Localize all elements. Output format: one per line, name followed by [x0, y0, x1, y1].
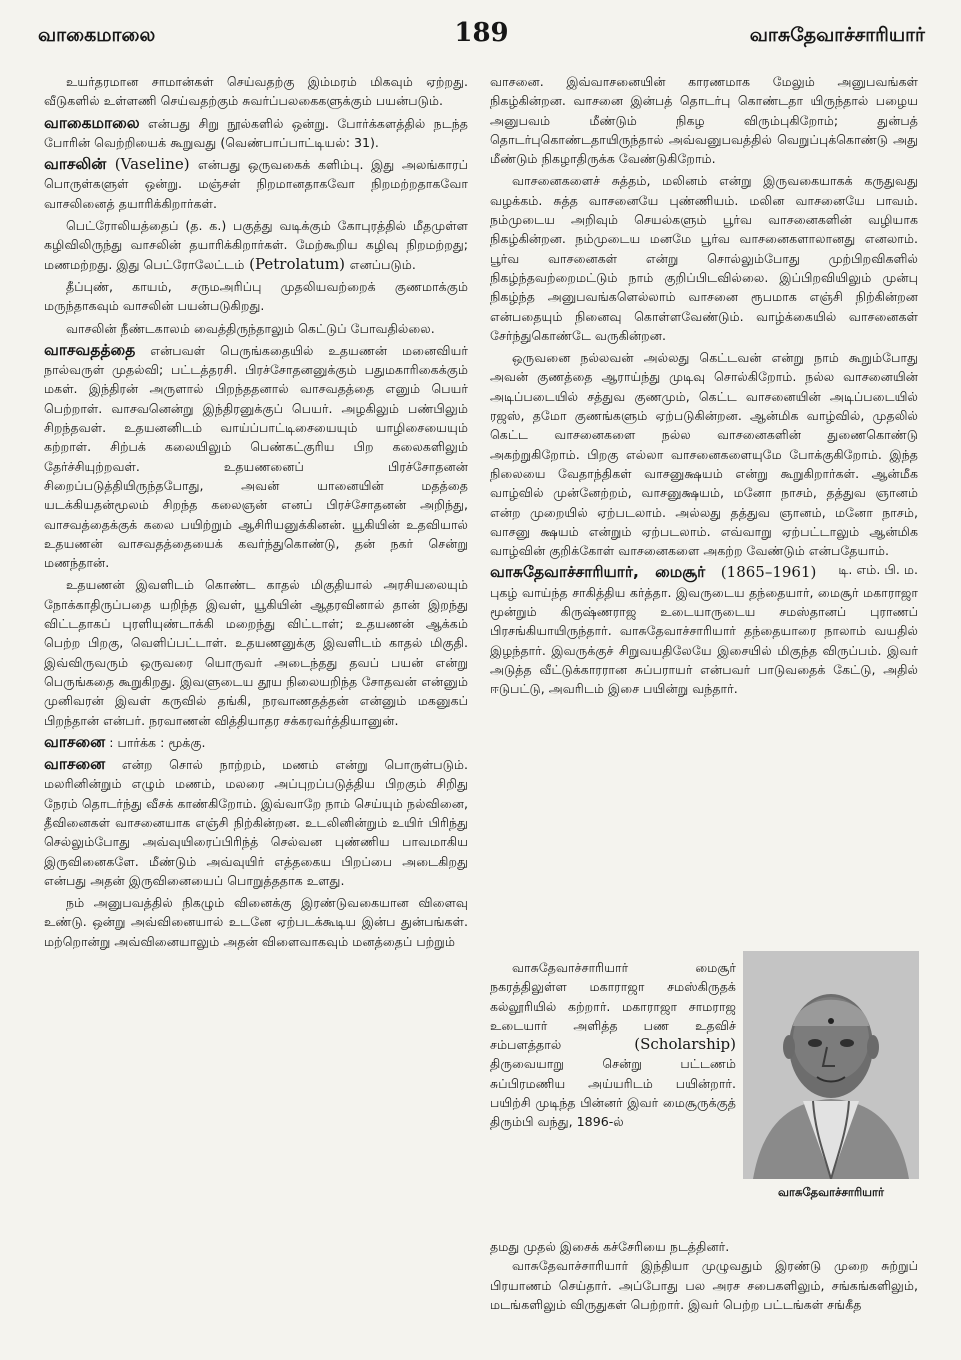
- entry-text: : பார்க்க : மூக்கு.: [105, 734, 206, 750]
- paragraph: தமது முதல் இசைக் கச்சேரியை நடத்தினர்.: [490, 1239, 730, 1254]
- paragraph-text: வாசுதேவாச்சாரியார் மைசூர் நகரத்திலுள்ள மகாராஜா சமஸ்கிருதக் கல்லூரியில் கற்றார். மகாராஜா சாமராஜ உடையார் அளித்த பண உதவிச் சம்பளத்தால்: [490, 960, 736, 1053]
- text-beside-portrait: [490, 958, 736, 1132]
- paragraph-text: எனப்படும்.: [349, 256, 416, 272]
- page-number: 189: [454, 18, 509, 48]
- latin-term: (Vaseline): [106, 155, 199, 174]
- text-below-portrait: [490, 1237, 918, 1314]
- paragraph: வாசலின் நீண்டகாலம் வைத்திருந்தாலும் கெட்டுப் போவதில்லை.: [66, 320, 435, 336]
- paragraph: வாசுதேவாச்சாரியார் இந்தியா முழுவதும் இரண்டு முறை சுற்றுப் பிரயாணம் செய்தார். அப்போது பல அரச சபைகளிலும், சங்கங்களிலும், மடங்களிலும் விருதுகள் பெற்றார். இவர் பெற்ற பட்டங்கள் சங்கீத: [490, 1258, 918, 1312]
- entry-vasavadattai: [44, 341, 468, 573]
- portrait-photo: [743, 951, 919, 1179]
- portrait-caption: வாசுதேவாச்சாரியார்: [777, 1185, 885, 1199]
- left-column: [44, 72, 468, 954]
- entry-headword: வாசனை: [44, 755, 106, 774]
- entry-headword: வாசவதத்தை: [44, 340, 136, 359]
- entry-vasanai-reference: [44, 733, 468, 752]
- header-right-guide-word: வாசுதேவாச்சாரியார்: [749, 24, 925, 46]
- entry-headword: வாசுதேவாச்சாரியார், மைசூர்: [490, 563, 706, 582]
- latin-term: (Scholarship): [561, 1035, 736, 1054]
- entry-vagaimalai: [44, 114, 468, 153]
- portrait-illustration: [743, 951, 919, 1179]
- paragraph: தீப்புண், காயம், சருமஅரிப்பு முதலியவற்றைக் குணமாக்கும் மருந்தாகவும் வாசலின் பயன்படுகிறது.: [44, 278, 468, 314]
- entry-headword: வாகைமாலை: [44, 113, 140, 132]
- paragraph-text: திருவையாறு சென்று பட்டணம் சுப்பிரமணிய அய்யரிடம் பயின்றார். பயிற்சி முடிந்த பின்னர் இவர் மைசூருக்குத் திரும்பி வந்து, 1896-ல்: [490, 1056, 736, 1130]
- entry-vasudevachariyar: [490, 563, 918, 698]
- entry-text: என்ற சொல் நாற்றம், மணம் என்று பொருள்படும். மலரினின்றும் எழும் மணம், மலரை அப்புறப்படுத்திய பிறகும் சிறிது நேரம் தொடர்ந்து வீசக் காண்கிறோம். இவ்வாறே நாம் செய்யும் நல்வினை, தீவினைகள் வாசனையாக எஞ்சி நிற்கின்றன. உடலினின்றும் உயிர் பிரிந்து செல்லும்போது அவ்வுயிரைப்பிரிந்த் செல்வன புண்ணிய பாவமாகிய இருவினைகளே. மீண்டும் அவ்வுயிர் எத்தகைய பிறப்பை அடைகிறது என்பது அதன் இருவினையைப் பொறுத்ததாக உளது.: [44, 757, 468, 888]
- page-header: [38, 18, 925, 52]
- entry-text: புகழ் வாய்ந்த சாகித்திய கர்த்தா. இவருடைய தந்தையார், மைசூர் மகாராஜா மூன்றும் கிருஷ்ணராஜ உடையாருடைய சமஸ்தானப் புராணப் பிரசங்கியாயிருந்தார். வாசுதேவாச்சாரியார் தந்தையாரை நாலாம் வயதில் இழந்தார். இவருக்குச் சிறுவயதிலேயே இசையில் மிகுந்த விருப்பம். இவர் அடுத்த வீட்டுக்காரரான சுப்பராயர் என்பவர் பாடுவதைக் கேட்டு, அதில் ஈடுபட்டு, அவரிடம் இசை பயின்று வந்தார்.: [490, 584, 918, 697]
- author-signature: டி. எம். பி. ம.: [838, 562, 918, 578]
- entry-headword: வாசனை: [44, 732, 106, 751]
- right-column: [490, 72, 918, 702]
- entry-text: என்பது ஒருவகைக் களிம்பு. இது அலங்காரப் பொருள்களுள் ஒன்று. மஞ்சள் நிறமானதாகவோ நிறமற்றதாகவோ வாசலினைத் தயாரிக்கிறார்கள்.: [44, 157, 468, 211]
- latin-term: (Petrolatum): [244, 254, 350, 273]
- entry-vaselin: [44, 155, 468, 213]
- entry-text: என்பவள் பெருங்கதையில் உதயணன் மனைவியர் நால்வருள் முதல்வி; பட்டத்தரசி. பிரச்சோதனனுக்கும் பதுமகாரிகைக்கும் மகள். இந்திரன் அருளால் பிறந்ததனால் வாசவதத்தை எனும் பெயர் பெற்றாள். வாசவனென்று இந்திரனுக்குப் பெயர். அழகிலும் பண்பிலும் சிறந்தவள். உதயனனிடம் வாய்ப்பாட்டிசையையும் யாழிசையையும் கற்றாள். சிற்பக் கலையிலும் பெண்கட்குரிய பிற கலைகளிலும் தேர்ச்சியுற்றவள். உதயணனைப் பிரச்சோதனன் சிறைப்படுத்தியிருந்தபோது, அவன் யானையின் மதத்தை யடக்கியதன்மூலம் சிறந்த கலைஞன் எனப் பிரச்சோதனன் அறிந்து, வாசவத்தைக்குக் கலை பயிற்றும் ஆசிரியனுக்கினன். யூகியின் உதவியால் உதயணன் வாசவதத்தையைக் கவர்ந்துகொண்டு, தன் நகர் சென்று மணந்தான்.: [44, 342, 468, 571]
- paragraph-text: பெட்ரோலியத்தைப் (த. க.) பகுத்து வடிக்கும் கோபுரத்தில் மீதமுள்ள கழிவிலிருந்து வாசலின் தயாரிக்கிறார்கள். மேற்கூறிய கழிவு நிறமற்றது; மணமற்றது. இது பெட்ரோலேட்டம்: [44, 218, 468, 272]
- paragraph: உதயணன் இவளிடம் கொண்ட காதல் மிகுதியால் அரசியலையும் நோக்காதிருப்பதை யறிந்த இவள், யூகியின் ஆதரவினால் தான் இறந்து விட்டதாகப் புரளியுண்டாக்கி மறைந்து விட்டாள்; உதயணன் ஆக்கம் பெற்ற பிறகு, வெளிப்பட்டாள். உதயணனுக்கு இவளிடம் காதல் மிகுதி. இவ்விருவரும் ஒருவரை யொருவர் அடைந்தது தவப் பயன் என்று பெருங்கதை கூறுகிறது. இவளுடைய தூய நிலையறிந்த சோதவன் என்னும் முனிவரன் இவள் கருவில் தங்கி, நரவாணதத்தன் என்னும் மகனுகப் பிறந்தான் என்பர். நரவாணன் வித்தியாதர சக்கரவர்த்தியானுன்.: [44, 577, 468, 728]
- paragraph: நம் அனுபவத்தில் நிகழும் வினைக்கு இரண்டுவகையான விளைவு உண்டு. ஒன்று அவ்வினையால் உடனே ஏற்படக்கூடிய இன்ப துன்பங்கள். மற்றொன்று அவ்வினையாலும் அதன் விளைவாகவும் மனத்தைப் பற்றும்: [44, 895, 468, 949]
- paragraph-text: ஒருவனை நல்லவன் அல்லது கெட்டவன் என்று நாம் கூறும்போது அவன் குணத்தை ஆராய்ந்து முடிவு சொல்கிறோம். நல்ல வாசனையின் அடிப்படையில் சத்துவ குணமும், கெட்ட வாசனையின் அடிப்படையில் ரஜஸ், தமோ குணங்களும் ஏற்படுகின்றன. ஆன்மிக வாழ்வில், முதலில் கெட்ட வாசனைகளை நல்ல வாசனைகளின் துணைகொண்டு அகற்றுகிறோம். பிறகு எல்லா வாசனைகளையுமே போக்குகிறோம். இந்த நிலையை வேதாந்திகள் வாசனுக்ஷயம் என்று கூறுகிறார்கள். ஆன்மீக வாழ்வில் முன்னேற்றம், வாசனுக்ஷயம், மனோ நாசம், தத்துவ ஞானம் என்ற முறையில் ஏற்படலாம். அல்லது தத்துவ ஞானம், மனோ நாசம், வாசனு க்ஷயம் என்றும் ஏற்படலாம். எவ்வாறு ஏற்பட்டாலும் ஆன்மிக வாழ்வின் குறிக்கோள் வாசனைகளை அகற்ற வேண்டும் என்பதேயாம்.: [490, 350, 918, 559]
- paragraph: வாசனைகளைச் சுத்தம், மலினம் என்று இருவகையாகக் கருதுவது வழக்கம். சுத்த வாசனையே புண்ணியம். மலின வாசனையே பாவம். நம்முடைய அறிவும் செயல்களும் பூர்வ வாசனைகளின் வழியாக நிகழ்கின்றன. நம்முடைய மனமே பூர்வ வாசனைகளாலானது எனலாம். பூர்வ வாசனைகள் என்று சொல்லும்போது முற்பிறவிகளில் நிகழ்ந்தவற்றைமட்டும் நாம் குறிப்பிடவில்லை. இப்பிறவியிலும் முன்பு நிகழ்ந்த அனுபவங்களெல்லாம் வாசனை ரூபமாக எஞ்சி நிற்கின்றன என்பதையும் நினைவு கொள்ளவேண்டும். வாழ்க்கையில் வாசனைகள் சேர்ந்துகொண்டே வருகின்றன.: [490, 173, 918, 343]
- paragraph: [490, 958, 736, 1132]
- entry-text: என்பது சிறு நூல்களில் ஒன்று. போர்க்களத்தில் நடந்த போரின் வெற்றியைக் கூறுவது (வெண்பாப்பாட்டியல்: 31).: [44, 115, 468, 150]
- paragraph: வாசனை. இவ்வாசனையின் காரணமாக மேலும் அனுபவங்கள் நிகழ்கின்றன. வாசனை இன்பத் தொடர்பு கொண்டதா யிருந்தால் பழைய அனுபவம் மீண்டும் நிகழ விரும்புகிறோம்; துன்பத் தொடர்புகொண்டதாயிருந்தால் அவ்வனுபவத்தில் வெறுப்புக்கொண்டு அது மீண்டும் நிகழாதிருக்க வேண்டுகிறோம்.: [490, 74, 918, 167]
- portrait-figure: [743, 951, 919, 1201]
- entry-headword: வாசலின்: [44, 155, 107, 174]
- paragraph: உயர்தரமான சாமான்கள் செய்வதற்கு இம்மரம் மிகவும் ஏற்றது. வீடுகளில் உள்ளணி செய்வதற்கும் சுவர்ப்பலகைகளுக்கும் பயன்படும்.: [44, 74, 468, 109]
- paragraph: [44, 216, 468, 274]
- header-left-guide-word: வாகைமாலை: [38, 24, 156, 46]
- entry-years: (1865–1961): [705, 563, 817, 582]
- entry-vasanai: [44, 755, 468, 890]
